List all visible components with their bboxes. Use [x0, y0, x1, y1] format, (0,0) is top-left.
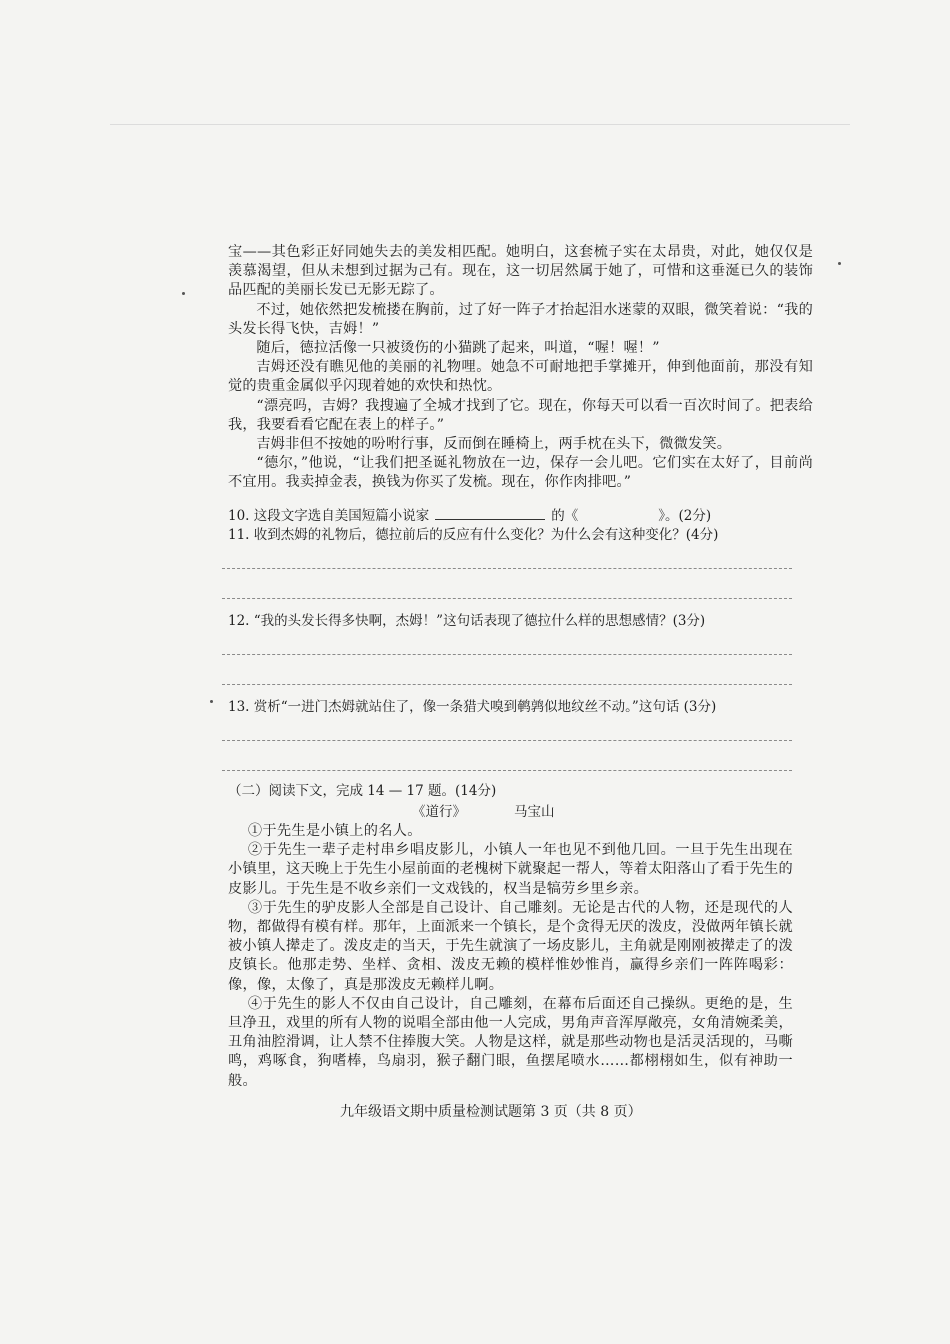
question-10-prefix: 10. 这段文字选自美国短篇小说家: [228, 508, 430, 524]
passage-paragraph: 宝——其色彩正好同她失去的美发相匹配。她明白，这套梳子实在太昂贵，对此，她仅仅是羡慕渴望，但从未想到过据为己有。现在，这一切居然属于她了，可惜和这垂涎已久的装饰品匹配的美丽长发已无影无踪了。: [228, 244, 813, 299]
article-author: 马宝山: [514, 804, 555, 820]
question-10: [228, 507, 808, 526]
question-10-middle: 的《: [551, 508, 579, 524]
article-paragraph: ③于先生的驴皮影人全部是自己设计、自己雕刻。无论是古代的人物，还是现代的人物，都做得有模有样。那年，上面派来一个镇长，是个贪得无厌的泼皮，没做两年镇长就被小镇人撵走了。泼皮走的当天，于先生就演了一场皮影儿，主角就是刚刚被撵走了的泼皮镇长。他那走势、坐样、贪相、泼皮无赖的模样惟妙惟肖，赢得乡亲们一阵阵喝彩：像，像，太像了，真是那泼皮无赖样儿啊。: [228, 899, 794, 993]
question-11: 11. 收到杰姆的礼物后，德拉前后的反应有什么变化？为什么会有这种变化？(4分): [228, 527, 719, 543]
scan-speck: [210, 700, 213, 703]
article-title: 《道行》: [412, 804, 466, 820]
question-13: 13. 赏析“一进门杰姆就站住了，像一条猎犬嗅到鹌鹑似地纹丝不动。”这句话 (3分): [228, 699, 717, 715]
author-blank[interactable]: [435, 507, 545, 520]
answer-line[interactable]: [222, 568, 792, 569]
article-body: [228, 822, 793, 1091]
scan-edge-rule: [110, 124, 850, 125]
article-header: [412, 803, 603, 822]
answer-line[interactable]: [222, 684, 792, 685]
passage-paragraph: “德尔，”他说，“让我们把圣诞礼物放在一边，保存一会儿吧。它们实在太好了，目前尚不宜用。我卖掉金表，换钱为你买了发梳。现在，你作肉排吧。”: [228, 455, 813, 491]
answer-line[interactable]: [222, 770, 792, 771]
article-paragraph: ①于先生是小镇上的名人。: [247, 823, 422, 839]
page-footer: 九年级语文期中质量检测试题第 3 页（共 8 页）: [340, 1104, 642, 1120]
question-12: 12. “我的头发长得多快啊，杰姆！”这句话表现了德拉什么样的思想感情？(3分): [228, 613, 706, 629]
answer-line[interactable]: [222, 654, 792, 655]
answer-line[interactable]: [222, 598, 792, 599]
section-heading: （二）阅读下文，完成 14 — 17 题。(14分): [228, 783, 497, 799]
scan-speck: [182, 292, 185, 295]
passage-paragraph: 随后，德拉活像一只被烫伤的小猫跳了起来，叫道，“喔！喔！”: [256, 340, 660, 357]
article-paragraph: ④于先生的影人不仅由自己设计，自己雕刻，在幕布后面还自己操纵。更绝的是，生旦净丑，戏里的所有人物的说唱全部由他一人完成，男角声音浑厚敞亮，女角清婉柔美，丑角油腔滑调，让人禁不住捧腹大笑。人物是这样，就是那些动物也是活灵活现的，马嘶鸣，鸡啄食，狗嗜棒，鸟扇羽，猴子翻门眼，鱼摆尾喷水……都栩栩如生，似有神助一般。: [228, 995, 794, 1089]
question-10-suffix: 》。(2分): [658, 508, 712, 524]
passage-paragraph: 吉姆非但不按她的吩咐行事，反而倒在睡椅上，两手枕在头下，微微发笑。: [256, 436, 732, 453]
article-paragraph: ②于先生一辈子走村串乡唱皮影儿，小镇人一年也见不到他几回。一旦于先生出现在小镇里，这天晚上于先生小屋前面的老槐树下就聚起一帮人，等着太阳落山了看于先生的皮影儿。于先生是不收乡亲们一文戏钱的，权当是犒劳乡里乡亲。: [228, 842, 794, 897]
reading-passage: [228, 243, 813, 493]
passage-paragraph: 不过，她依然把发梳搂在胸前，过了好一阵子才抬起泪水迷蒙的双眼，微笑着说：“我的头发长得飞快，吉姆！”: [228, 301, 813, 337]
answer-line[interactable]: [222, 740, 792, 741]
passage-paragraph: 吉姆还没有瞧见他的美丽的礼物哩。她急不可耐地把手掌摊开，伸到他面前，那没有知觉的贵重金属似乎闪现着她的欢快和热忱。: [228, 359, 813, 395]
passage-paragraph: “漂亮吗，吉姆？我搜遍了全城才找到了它。现在，你每天可以看一百次时间了。把表给我，我要看看它配在表上的样子。”: [228, 397, 813, 433]
scan-speck: [838, 262, 841, 265]
